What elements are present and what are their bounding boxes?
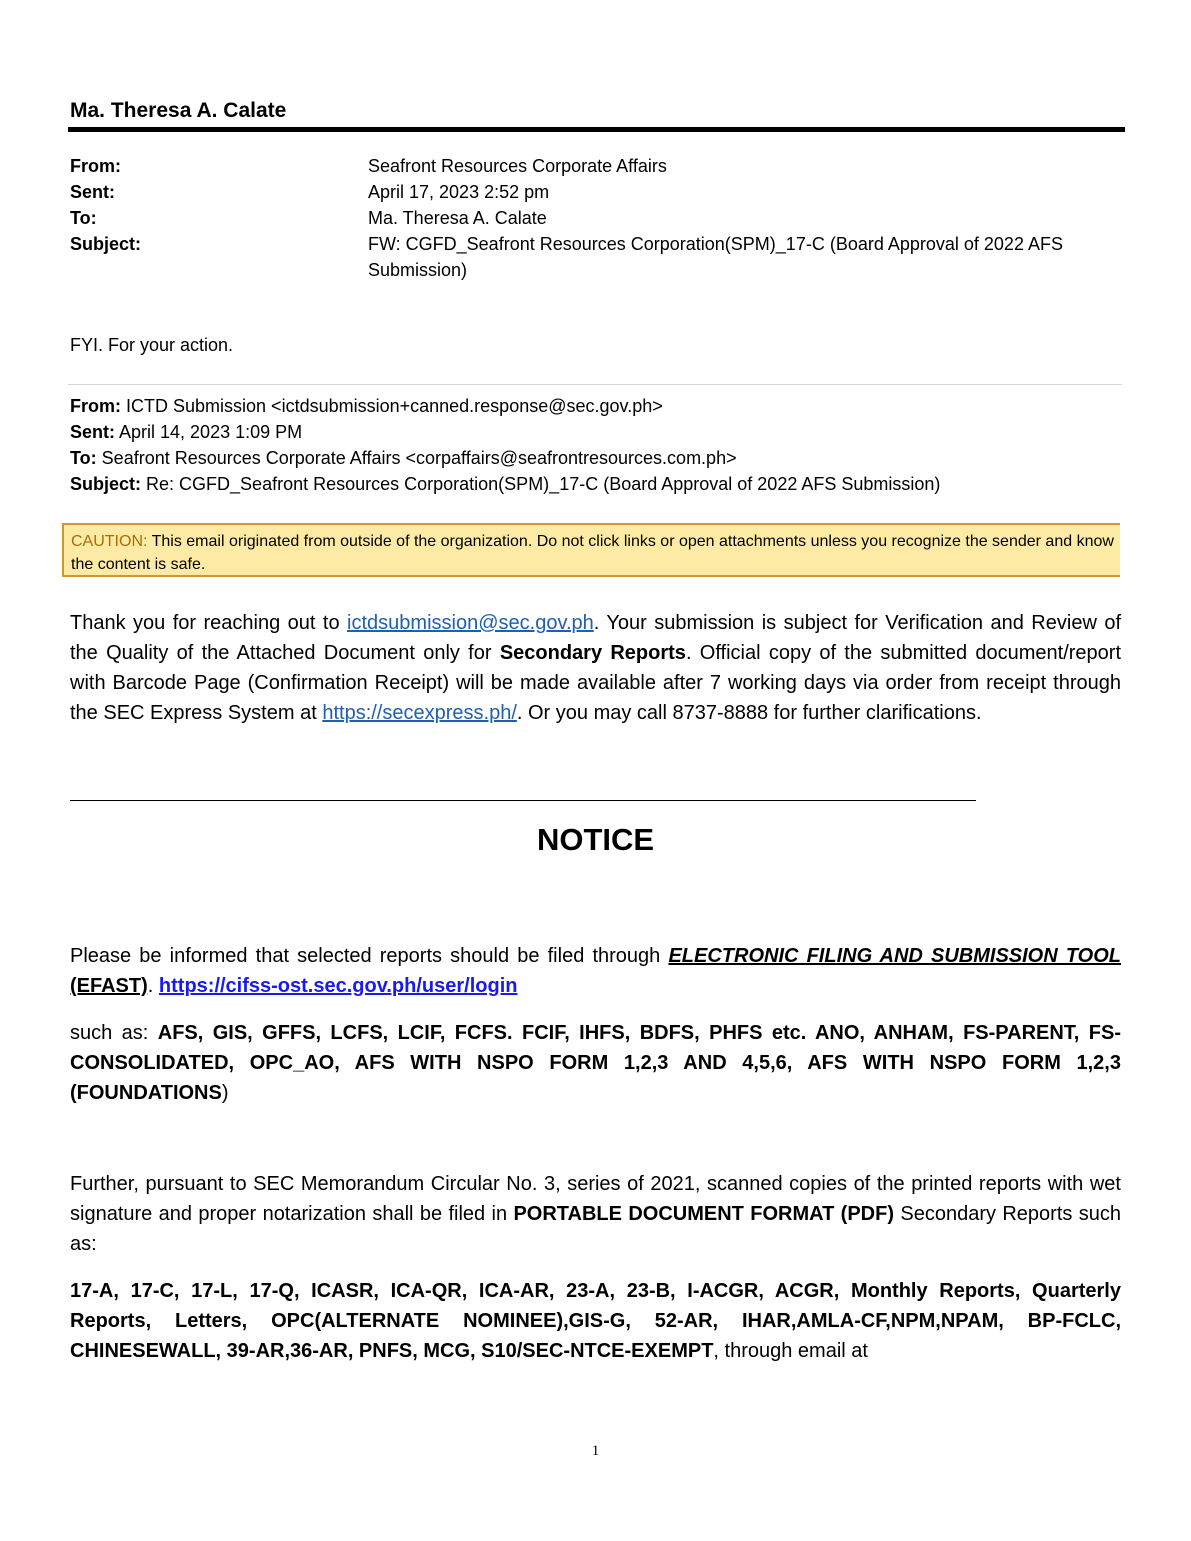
efast-reports-list [70,1018,1121,1108]
forwarded-subject-value: Re: CGFD_Seafront Resources Corporation(SPM)_17-C (Board Approval of 2022 AFS Submission) [146,474,941,494]
forwarded-header [70,393,940,497]
para2-text-1: Please be informed that selected reports should be filed through [70,945,669,967]
pdf-report-types: 17-A, 17-C, 17-L, 17-Q, ICASR, ICA-QR, ICA-AR, 23-A, 23-B, I-ACGR, ACGR, Monthly Reports, Quarterly Reports, Letters, OPC(ALTERNATE NOMINEE),GIS-G, 52-AR, IHAR,AMLA-CF,NPM,NPAM, BP-FCLC, CHINESEWALL, 39-AR,36-AR, PNFS, MCG, S10/SEC-NTCE-EXEMPT [70,1280,1121,1362]
para4-text-1: Further, pursuant to SEC Memorandum Circular No. 3, series of 2021, scanned copies of the printed reports with wet signature and proper notarization shall be filed in [70,1173,1121,1225]
pdf-filing-paragraph [70,1169,1121,1259]
external-email-caution-banner [62,523,1120,577]
forwarded-from-value: ICTD Submission <ictdsubmission+canned.response@sec.gov.ph> [126,396,663,416]
notice-title: NOTICE [536,822,655,857]
page-number: 1 [591,1443,600,1459]
para1-text-2: . Your submission is subject for Verification and Review of the Quality of the Attached Document only for [70,612,1122,664]
header-to-value: Ma. Theresa A. Calate [368,208,547,228]
forwarded-to-value: Seafront Resources Corporate Affairs <corpaffairs@seafrontresources.com.ph> [101,448,737,468]
forward-divider [68,384,1122,385]
secondary-reports-text: Secondary Reports [499,642,686,664]
secexpress-link[interactable]: https://secexpress.ph/ [322,702,517,724]
forwarded-subject-label: Subject: [70,474,142,494]
forwarded-sent-label: Sent: [70,422,115,442]
header-from-label: From: [70,156,121,176]
efast-report-types: AFS, GIS, GFFS, LCFS, LCIF, FCFS. FCIF, IHFS, BDFS, PHFS etc. ANO, ANHAM, FS-PARENT, FS-CONSOLIDATED, OPC_AO, AFS WITH NSPO FORM 1,2,3 AND 4,5,6, AFS WITH NSPO FORM 1,2,3 (FOUNDATIONS [70,1022,1121,1104]
caution-label: CAUTION: [71,533,148,550]
efast-paragraph [70,941,1121,1001]
header-to-label: To: [70,208,97,228]
header-subject-value: FW: CGFD_Seafront Resources Corporation(SPM)_17-C (Board Approval of 2022 AFS Submission) [368,234,1063,280]
efast-abbreviation: (EFAST) [70,975,148,997]
fyi-message: FYI. For your action. [70,335,234,355]
ictd-email-link[interactable]: ictdsubmission@sec.gov.ph [347,612,594,634]
header-sent-value: April 17, 2023 2:52 pm [368,182,550,202]
pdf-reports-list [70,1276,1121,1366]
forwarded-to-row [70,445,940,471]
header-from-value: Seafront Resources Corporate Affairs [368,156,667,176]
auto-reply-paragraph [70,608,1121,728]
para1-text-4: . Or you may call 8737-8888 for further clarifications. [516,702,982,724]
forwarded-to-label: To: [70,448,97,468]
para4-text-2: Secondary Reports such as: [70,1203,1121,1255]
pdf-format-text: PORTABLE DOCUMENT FORMAT (PDF) [513,1203,894,1225]
header-divider [68,127,1125,132]
para3-text-1: such as: [70,1022,158,1044]
para1-text-1: Thank you for reaching out to [70,612,348,634]
forwarded-sent-row [70,419,940,445]
caution-text: This email originated from outside of the organization. Do not click links or open attachments unless you recognize the sender and know the content is safe. [71,533,1114,573]
para1-text-3: . Official copy of the submitted document/report with Barcode Page (Confirmation Receipt) will be made available after 7 working days via order from receipt through the SEC Express System at [70,642,1122,724]
para5-text-1: , through email at [713,1340,868,1362]
notice-separator [70,800,976,801]
para3-text-2: ) [221,1082,229,1104]
cifss-login-link[interactable]: https://cifss-ost.sec.gov.ph/user/login [158,975,518,997]
header-subject-label: Subject: [70,234,142,254]
para2-text-3: . [147,975,159,997]
forwarded-subject-row [70,471,940,497]
header-sent-label: Sent: [70,182,115,202]
efast-tool-name: ELECTRONIC FILING AND SUBMISSION TOOL [668,945,1122,967]
forwarded-from-row [70,393,940,419]
mailbox-owner-name: Ma. Theresa A. Calate [70,99,287,122]
forwarded-sent-value: April 14, 2023 1:09 PM [119,422,303,442]
forwarded-from-label: From: [70,396,121,416]
